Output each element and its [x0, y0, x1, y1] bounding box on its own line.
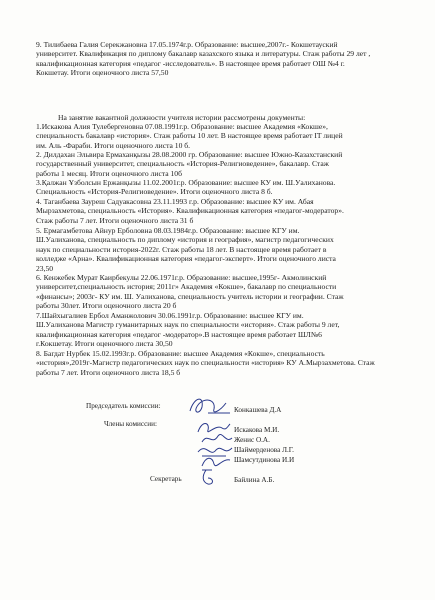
- text-line: «история»,2019г-Магистр педагогических наук по специальности «история» КУ А.Мырзахметова. Стаж: [36, 358, 375, 368]
- text-line: Кокшетау. Итоги оценочного листа 57,50: [36, 68, 169, 78]
- member-name: Женис О.А.: [234, 436, 270, 444]
- member-name: Шаймерденова Л.Г.: [234, 446, 294, 454]
- text-line: 1.Искакова Алия Тулебергеновна 07.08.1991г.р. Образование: высшее Академия «Кокше»,: [36, 122, 328, 131]
- text-line: квалификационная категория «педагог -исследователь». В настоящее время работает ОШ №4 г.: [36, 58, 345, 68]
- text-line: 9. Тилибаева Галия Серекжановна 17.05.1974г.р. Образование: высшее,2007г.- Кокшетауский: [36, 40, 338, 49]
- text-line: специальность бакалавр «история». Стаж работы 10 лет. В настоящее время работает IT лицей: [36, 131, 343, 141]
- text-line: 6. Кенжебек Мурат Каирбекулы 22.06.1971г.р. Образование: высшее,1995г- Акмолинский: [36, 273, 327, 282]
- section-heading: На занятие вакантной должности учителя истории рассмотрены документы:: [58, 113, 306, 122]
- text-line: 4. Таганбаева Зауреш Садуакасовна 23.11.1993 г.р. Образование: высшее КУ им. Абая: [36, 197, 314, 206]
- secretary-name: Байлина А.Б.: [234, 476, 275, 484]
- chair-label: Председатель комиссии:: [86, 402, 161, 410]
- text-line: «финансы»; 2003г- КУ им. Ш. Уалиханова, специальность учитель истории и географии. Стаж: [36, 291, 344, 301]
- member-name: Шамсутдинова И.И: [234, 456, 295, 464]
- text-line: Ш.Уалиханова Магистр гуманитарных наук по специальности «история». Стаж работы 9 лет,: [36, 320, 340, 330]
- text-line: Специальность «История-Религиоведение». Итоги оценочного листа 8 б.: [36, 187, 273, 197]
- text-line: 23,50: [36, 263, 54, 273]
- text-line: 3.Қалжан Ұзболсын Ержанқызы 11.02.2001г.р. Образование: высшее КУ им. Ш.Уалиханова.: [36, 178, 336, 187]
- candidate-entry-1: [36, 122, 428, 150]
- text-line: работы 7 лет. Итоги оценочного листа 18,5 б: [36, 367, 181, 377]
- candidate-entry-2: [36, 150, 428, 178]
- chair-name: Конкашева Д.А: [234, 406, 282, 414]
- text-line: университет,специальность история; 2011г» Академия «Кокше», бакалавр по специальности: [36, 282, 337, 292]
- text-line: наук по специальности история-2022г. Стаж работы 18 лет. В настоящее время работает в: [36, 244, 327, 254]
- text-line: Мырзахметова, специальность «История». Квалификационная категория «педагог-модератор».: [36, 206, 344, 216]
- chair-signature: [186, 393, 236, 419]
- candidate-entry-8: [36, 349, 428, 377]
- text-line: 7.Шайхыгалиев Ербол Аманжолович 30.06.1991г.р. Образование: высшее КГУ им.: [36, 311, 304, 320]
- text-line: квалификационная категория «педагог -модератор».В настоящее время работает ШЛ№6: [36, 329, 322, 339]
- text-line: колледже «Арна». Квалификационная категория «педагог-эксперт». Итоги оценочного листа: [36, 254, 336, 264]
- candidate-entry-9: [36, 40, 428, 78]
- text-line: государственный университет, специальность «История-Религиоведение», бакалавр. Стаж: [36, 159, 329, 169]
- text-line: Стаж работы 7 лет. Итоги оценочного листа 31 б: [36, 215, 194, 225]
- candidate-entry-3: [36, 178, 428, 197]
- secretary-signature: [196, 466, 218, 488]
- text-line: 2. Дилдахан Эльвира Ермаханқызы 28.08.2000 гр. Образование: высшее Южно-Казахстанский: [36, 150, 343, 159]
- member-name: Искакова М.И.: [234, 426, 280, 434]
- text-line: г.Кокшетау. Итоги оценочного листа 30,50: [36, 339, 173, 349]
- text-line: 8. Багдат Нурбек 15.02.1993г.р. Образование: высшее Академия «Кокше», специальность: [36, 349, 325, 358]
- text-line: 5. Ермагамбетова Айнур Ерболовна 08.03.1984г.р. Образование: высшее КГУ им.: [36, 226, 300, 235]
- secretary-label: Секретарь: [150, 475, 182, 483]
- candidate-entry-7: [36, 311, 428, 349]
- members-label: Члены комиссии:: [104, 420, 157, 428]
- text-line: университет. Квалификация по диплому бакалавр казахского языка и литературы. Стаж работы 29 лет ,: [36, 49, 371, 59]
- candidate-entry-4: [36, 197, 428, 225]
- text-line: Ш.Уалиханова, специальность по диплому «история и география», магистр педагогических: [36, 235, 334, 245]
- text-line: работы 30лет. Итоги оценочного листа 20 б: [36, 301, 177, 311]
- candidate-entry-5: [36, 226, 428, 273]
- text-line: работы 1 месяц. Итоги оценочного листа 10б: [36, 168, 182, 178]
- text-line: им. Аль -Фараби. Итоги оценочного листа 10 б.: [36, 140, 191, 150]
- candidate-entry-6: [36, 273, 428, 311]
